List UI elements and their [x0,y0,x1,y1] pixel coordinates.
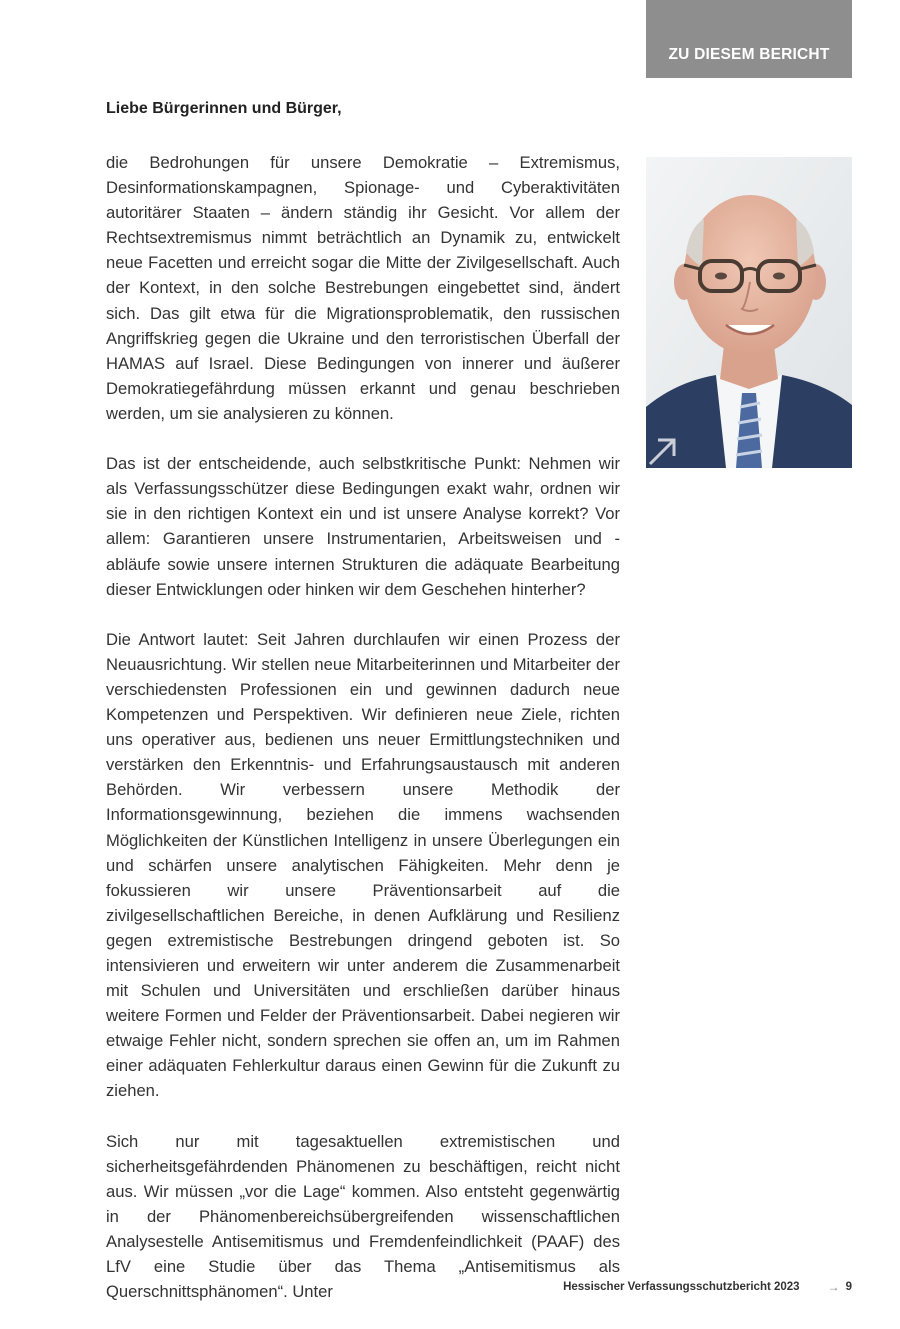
letter-body [106,150,620,1329]
section-tab-label: ZU DIESEM BERICHT [668,46,830,63]
publication-title: Hessischer Verfassungsschutzbericht 2023 [563,1281,800,1293]
portrait-photo [646,157,852,468]
page-number: 9 [845,1281,852,1293]
section-tab [646,0,852,78]
paragraph-3: Die Antwort lautet: Seit Jahren durchlaufen wir einen Prozess der Neuausrichtung. Wir stellen neue Mitarbeiterinnen und Mitarbeiter der verschiedensten Professionen ein und gewinnen dadurch neue Kompetenzen und Perspektiven. Wir definieren neue Ziele, richten uns operativer aus, bedienen uns neuer Ermittlungstechniken und verstärken den Erkenntnis- und Erfahrungsaustausch mit anderen Behörden. Wir verbessern unsere Methodik der Informationsgewinnung, beziehen die immens wachsenden Möglichkeiten der Künstlichen Intelligenz in unsere Überlegungen ein und schärfen unsere analytischen Fähigkeiten. Mehr denn je fokussieren wir unsere Präventionsarbeit auf die zivilgesellschaftlichen Bereiche, in denen Aufklärung und Resilienz gegen extremistische Bestrebungen dringend geboten ist. So intensivieren und erweitern wir unter anderem die Zusammenarbeit mit Schulen und Universitäten und erschließen darüber hinaus weitere Formen und Felder der Präventionsarbeit. Dabei negieren wir etwaige Fehler nicht, sondern sprechen sie offen an, um im Rahmen einer adäquaten Fehlerkultur daraus einen Gewinn für die Zukunft zu ziehen. [106,629,620,1101]
paragraph-1: die Bedrohungen für unsere Demokratie – Extremismus, Desinformationskampagnen, Spionage- und Cyberaktivitäten autoritärer Staaten – ändern ständig ihr Gesicht. Vor allem der Rechtsextremismus nimmt beträchtlich an Dynamik zu, entwickelt neue Facetten und erreicht sogar die Mitte der Zivilgesellschaft. Auch der Kontext, in den solche Bestrebungen eingebettet sind, ändert sich. Das gilt etwa für die Migrationsproblematik, den russischen Angriffskrieg gegen die Ukraine und den terroristischen Überfall der HAMAS auf Israel. Diese Bedingungen von innerer und äußerer Demokratiegefährdung müssen erkannt und genau beschrieben werden, um sie analysieren zu können. [106,153,620,423]
page-footer [563,1280,852,1294]
right-arrow-icon: → [827,1280,840,1294]
paragraph-2: Das ist der entscheidende, auch selbstkritische Punkt: Nehmen wir als Verfassungsschützer diese Bedingungen exakt wahr, ordnen wir sie in den richtigen Kontext ein und ist unsere Analyse korrekt? Vor allem: Garantieren unsere Instrumentarien, Arbeitsweisen und -abläufe sowie unsere internen Strukturen die adäquate Bearbeitung dieser Entwicklungen oder hinken wir dem Geschehen hinterher? [106,454,620,599]
paragraph-4: Sich nur mit tagesaktuellen extremistischen und sicherheitsgefährdenden Phänomenen zu beschäftigen, reicht nicht aus. Wir müssen „vor die Lage“ kommen. Also entsteht gegenwärtig in der Phänomenbereichsübergreifenden wissenschaftlichen Analysestelle Antisemitismus und Fremdenfeindlichkeit (PAAF) des LfV eine Studie über das Thema „Antisemitismus als Querschnittsphänomen“. Unter [106,1131,620,1302]
letter-salutation: Liebe Bürgerinnen und Bürger, [106,100,342,117]
